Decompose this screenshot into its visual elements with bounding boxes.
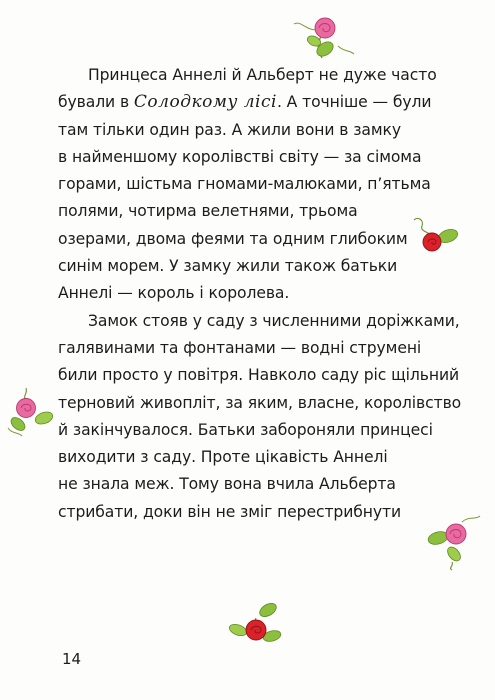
red-berry-icon (226, 600, 288, 656)
text-line: галявинами та фонтанами — водні струмені (58, 338, 422, 357)
text-line: Замок стояв у саду з численними доріжками, (88, 311, 460, 330)
text-line: Принцеса Аннелі й Альберт не дуже часто (88, 66, 437, 84)
forest-name: Солодкому лісі (133, 92, 277, 113)
text-line: не знала меж. Тому вона вчила Альберта (58, 475, 396, 494)
text-line: в найменшому королівстві світу — за сімома (58, 147, 422, 166)
text-line: синім морем. У замку жили також батьки (58, 257, 398, 276)
text-fragment: . А точніше — були (276, 93, 432, 112)
text-fragment: бували в (58, 93, 134, 112)
text-line: стрибати, доки він не зміг перестрибнути (58, 502, 402, 521)
text-line (58, 89, 448, 116)
paragraph-1 (58, 62, 448, 308)
page-number: 14 (62, 650, 82, 668)
text-line: били просто у повітря. Навколо саду ріс щільний (58, 366, 460, 385)
text-line: Аннелі — король і королева. (58, 284, 290, 303)
story-text (58, 62, 462, 526)
paragraph-2 (58, 308, 462, 526)
red-berry-icon (408, 214, 468, 260)
pink-rose-icon (2, 384, 68, 440)
pink-rose-icon (292, 8, 362, 60)
text-line: й закінчувалося. Батьки забороняли принцесі (58, 420, 433, 439)
text-line: озерами, двома феями та одним глибоким (58, 229, 408, 248)
text-line: там тільки один раз. А жили вони в замку (58, 120, 401, 139)
text-line: горами, шістьма гномами-малюками, п’ятьма (58, 175, 431, 194)
text-line: терновий живопліт, за яким, власне, королівство (58, 393, 462, 412)
text-line: виходити з саду. Проте цікавість Аннелі (58, 448, 388, 467)
pink-rose-icon (418, 512, 490, 572)
text-line: полями, чотирма велетнями, трьома (58, 202, 358, 221)
